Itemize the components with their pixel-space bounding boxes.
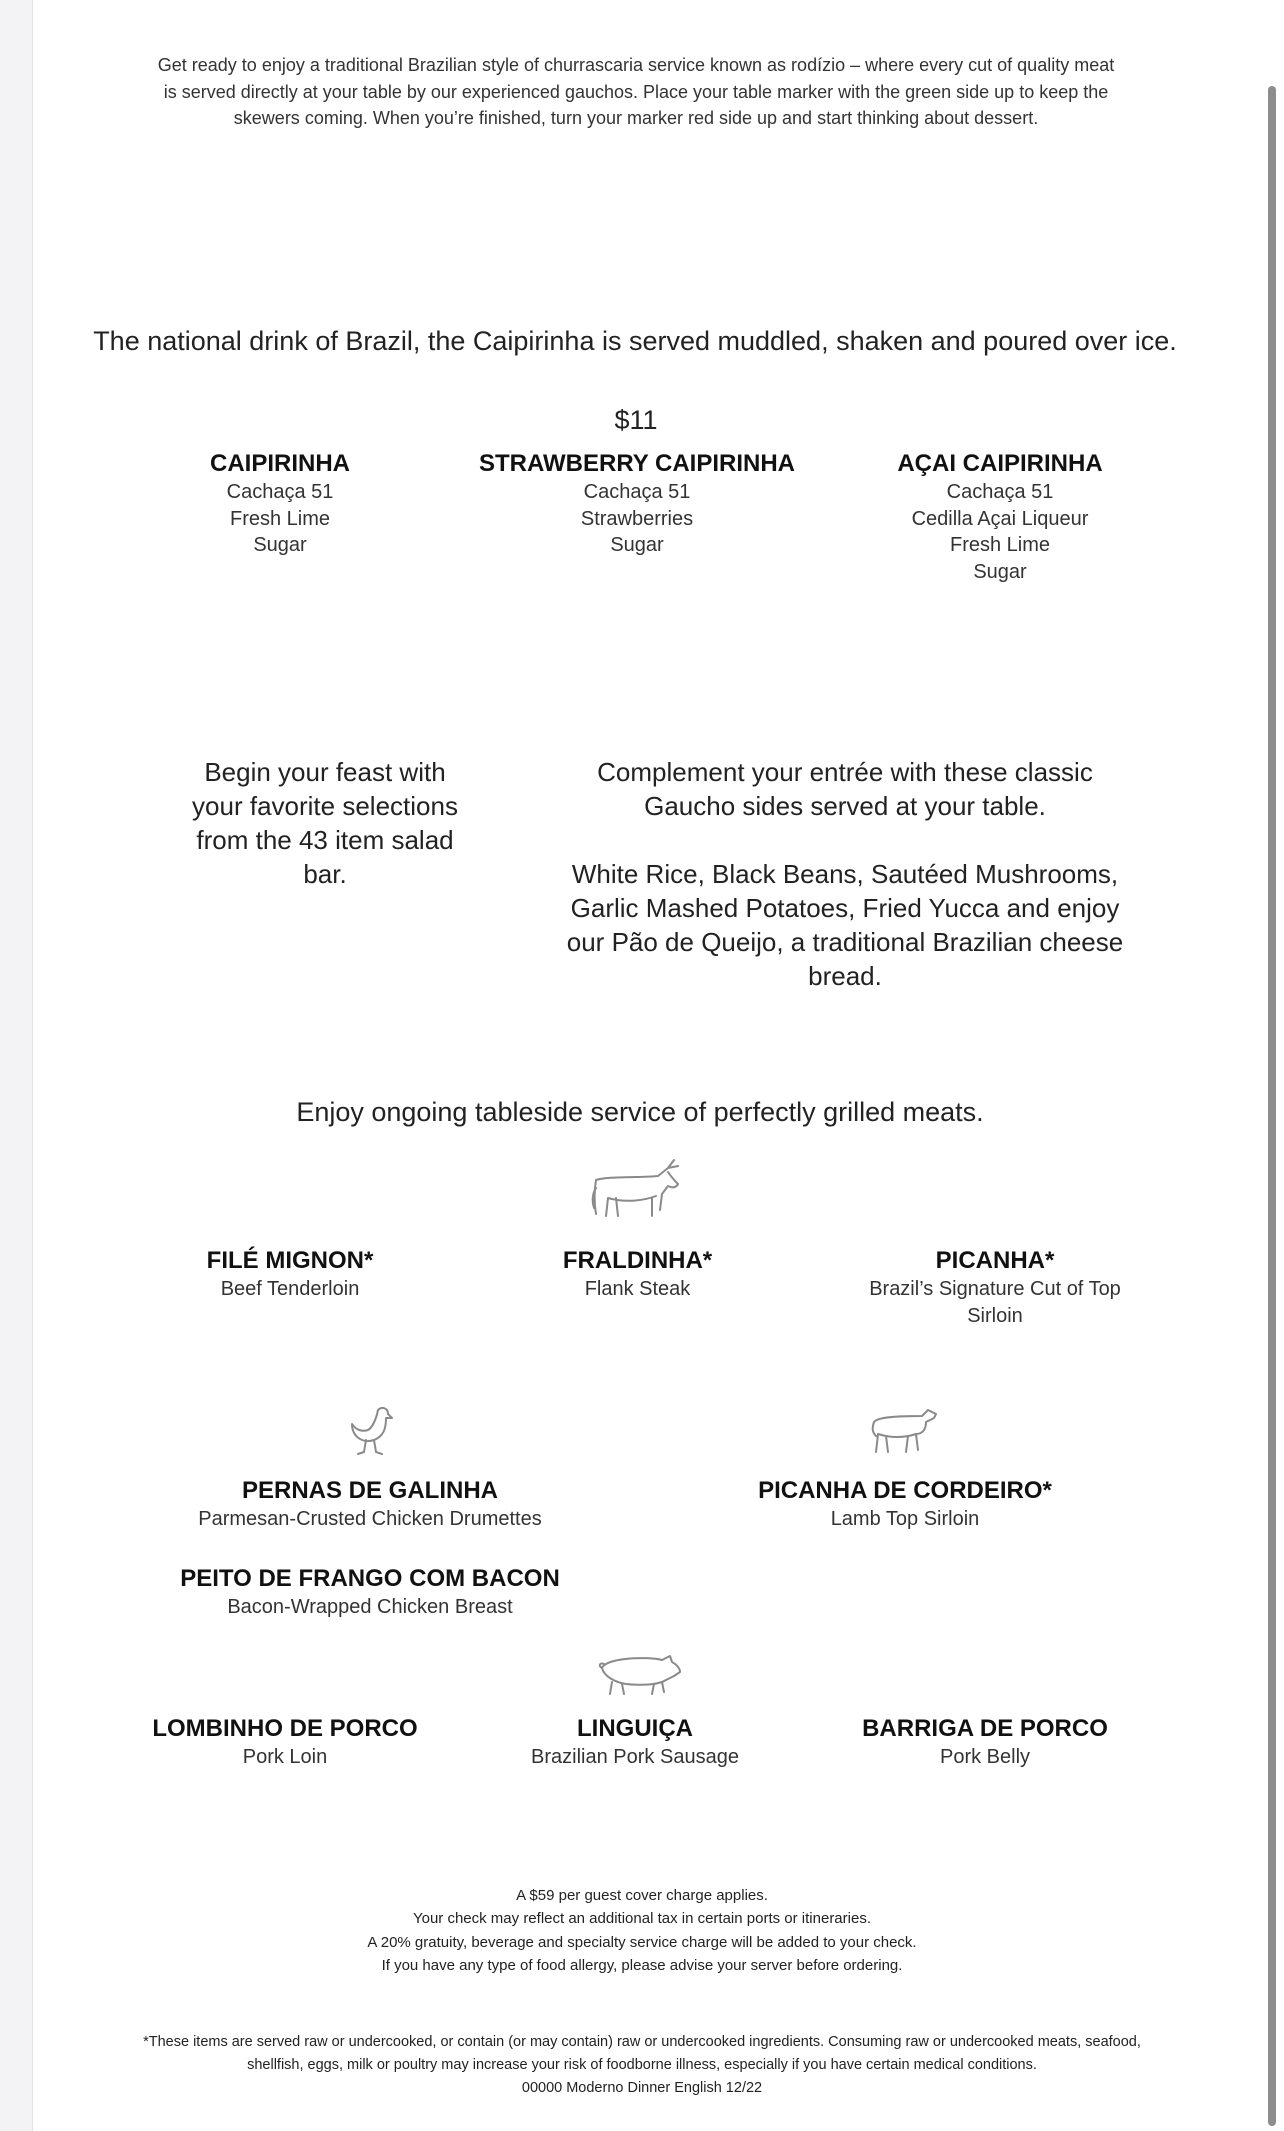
cow-icon: [588, 1158, 684, 1222]
meat-pernas-de-galinha: [180, 1476, 560, 1533]
pig-icon: [596, 1652, 682, 1698]
fineprint-line: Your check may reflect an additional tax in certain ports or itineraries.: [412, 1910, 871, 1928]
drink-caipirinha: [160, 449, 400, 559]
disclaimer-line: shellfish, eggs, milk or poultry may increase your risk of foodborne illness, especially if you have certain medical conditions.: [247, 2057, 1037, 2073]
disclaimer-line: *These items are served raw or undercooked, or contain (or may contain) raw or undercooked ingredients. Consuming raw or undercooked meats, seafood,: [143, 2034, 1141, 2050]
meat-name: LOMBINHO DE PORCO: [152, 1715, 418, 1742]
meat-desc: Beef Tenderloin: [220, 1278, 360, 1300]
sides-list: White Rice, Black Beans, Sautéed Mushrooms, Garlic Mashed Potatoes, Fried Yucca and enjoy our Pão de Queijo, a traditional Brazilian cheese bread.: [566, 859, 1124, 991]
meats-tagline: Enjoy ongoing tableside service of perfectly grilled meats.: [296, 1097, 984, 1127]
meat-barriga-de-porco: [850, 1714, 1120, 1771]
drink-ingredient: Fresh Lime: [229, 507, 331, 530]
sides-section: [550, 755, 1140, 993]
drink-name: CAIPIRINHA: [209, 450, 350, 477]
fineprint-line: If you have any type of food allergy, please advise your server before ordering.: [381, 1956, 903, 1974]
chicken-icon: [348, 1404, 394, 1458]
meat-name: PEITO DE FRANGO COM BACON: [180, 1565, 560, 1592]
meat-file-mignon: [150, 1246, 430, 1303]
meat-linguica: [505, 1714, 765, 1771]
meat-name: PICANHA DE CORDEIRO*: [758, 1477, 1052, 1504]
sides-intro: Complement your entrée with these classic Gaucho sides served at your table.: [597, 757, 1093, 821]
meat-desc: Brazilian Pork Sausage: [531, 1746, 739, 1768]
meat-name: FILÉ MIGNON*: [206, 1247, 374, 1274]
drinks-tagline: The national drink of Brazil, the Caipirinha is served muddled, shaken and poured over ice.: [93, 326, 1177, 356]
meat-desc: Bacon-Wrapped Chicken Breast: [227, 1596, 513, 1618]
meat-name: BARRIGA DE PORCO: [862, 1715, 1108, 1742]
drink-ingredient: Cachaça 51: [226, 481, 334, 503]
menu-code: 00000 Moderno Dinner English 12/22: [521, 2080, 763, 2096]
drink-name: STRAWBERRY CAIPIRINHA: [478, 450, 796, 477]
meat-desc: Parmesan-Crusted Chicken Drumettes: [198, 1508, 542, 1530]
drink-strawberry-caipirinha: [467, 449, 807, 559]
meat-name: PICANHA*: [935, 1247, 1055, 1274]
drink-acai-caipirinha: [855, 449, 1145, 585]
meat-name: FRALDINHA*: [562, 1247, 713, 1274]
meat-desc: Pork Loin: [242, 1746, 328, 1768]
fineprint-line: A $59 per guest cover charge applies.: [516, 1887, 768, 1904]
meat-desc: Brazil’s Signature Cut of Top Sirloin: [869, 1278, 1121, 1327]
scrollbar[interactable]: [1268, 86, 1276, 2126]
meat-lombinho-de-porco: [145, 1714, 425, 1771]
meat-desc: Flank Steak: [584, 1278, 691, 1300]
drink-ingredient: Sugar: [610, 534, 664, 556]
drink-ingredient: Strawberries: [580, 507, 694, 530]
drinks-price: $11: [614, 405, 658, 435]
disclaimer: [60, 2031, 1224, 2100]
drink-ingredient: Fresh Lime: [949, 534, 1051, 556]
meat-desc: Lamb Top Sirloin: [830, 1508, 980, 1530]
drink-ingredient: Cachaça 51: [946, 481, 1054, 503]
salad-bar-text: Begin your feast with your favorite selections from the 43 item salad bar.: [192, 757, 458, 889]
meat-name: PERNAS DE GALINHA: [241, 1477, 499, 1504]
drink-ingredient: Sugar: [253, 534, 307, 556]
page-edge: [0, 0, 33, 2131]
meat-picanha: [860, 1246, 1130, 1330]
drink-ingredient: Cachaça 51: [583, 481, 691, 503]
meat-picanha-de-cordeiro: [735, 1476, 1075, 1533]
drink-ingredient: Sugar: [973, 560, 1027, 583]
meat-name: LINGUIÇA: [577, 1715, 693, 1742]
lamb-icon: [868, 1404, 940, 1456]
drink-name: AÇAI CAIPIRINHA: [897, 450, 1103, 477]
meat-fraldinha: [500, 1246, 775, 1303]
intro-text: Get ready to enjoy a traditional Brazilian style of churrascaria service known as rodízio – where every cut of quality meat is served directly at your table by our experienced gauchos. Place your table marker with the green side up to keep the skewers coming. When you’re finished, turn your marker red side up and start thinking about dessert.: [157, 55, 1115, 128]
drink-ingredient: Cedilla Açai Liqueur: [911, 507, 1089, 530]
meat-desc: Pork Belly: [939, 1746, 1031, 1768]
fineprint-line: A 20% gratuity, beverage and specialty service charge will be added to your check.: [367, 1933, 917, 1951]
meat-peito-de-frango-com-bacon: [175, 1564, 565, 1621]
fineprint: [300, 1884, 984, 1977]
